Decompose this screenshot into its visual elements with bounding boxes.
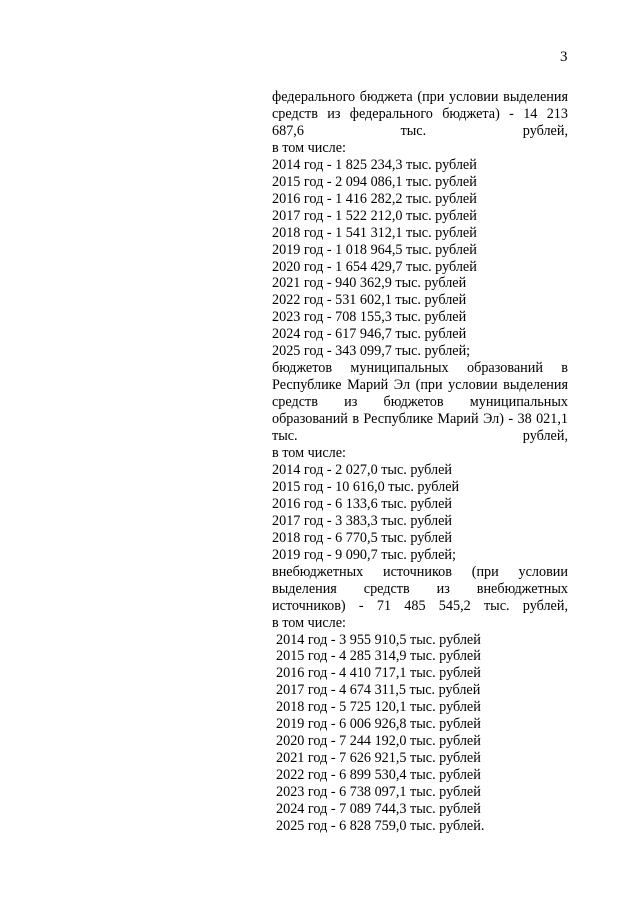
municipal-year-2019: 2019 год - 9 090,7 тыс. рублей; [272, 546, 456, 563]
extrabudgetary-in-total: в том числе: [272, 614, 346, 631]
municipal-year-2014: 2014 год - 2 027,0 тыс. рублей [272, 461, 452, 478]
federal-year-2014: 2014 год - 1 825 234,3 тыс. рублей [272, 156, 477, 173]
municipal-year-2017: 2017 год - 3 383,3 тыс. рублей [272, 512, 452, 529]
federal-section [272, 89, 568, 360]
municipal-in-total: в том числе: [272, 445, 346, 462]
federal-year-2018: 2018 год - 1 541 312,1 тыс. рублей [272, 224, 477, 241]
extrabudgetary-intro: внебюджетных источников (при условии выделения средств из внебюджетных источников) - 71 485 545,2 тыс. рублей, [272, 563, 568, 614]
extrabudgetary-year-2015: 2015 год - 4 285 314,9 тыс. рублей [276, 648, 481, 665]
federal-year-2021: 2021 год - 940 362,9 тыс. рублей [272, 275, 467, 292]
extrabudgetary-year-2020: 2020 год - 7 244 192,0 тыс. рублей [276, 733, 481, 750]
municipal-intro: бюджетов муниципальных образований в Республике Марий Эл (при условии выделения средств из бюджетов муниципальных образований в Республике Марий Эл) - 38 021,1 тыс. рублей, [272, 360, 568, 445]
federal-in-total: в том числе: [272, 139, 346, 156]
extrabudgetary-year-2022: 2022 год - 6 899 530,4 тыс. рублей [276, 767, 481, 784]
extrabudgetary-year-2014: 2014 год - 3 955 910,5 тыс. рублей [276, 631, 481, 648]
extrabudgetary-year-2017: 2017 год - 4 674 311,5 тыс. рублей [276, 682, 481, 699]
federal-year-2020: 2020 год - 1 654 429,7 тыс. рублей [272, 258, 477, 275]
extrabudgetary-section [272, 564, 568, 835]
extrabudgetary-year-2023: 2023 год - 6 738 097,1 тыс. рублей [276, 784, 481, 801]
federal-year-2017: 2017 год - 1 522 212,0 тыс. рублей [272, 207, 477, 224]
extrabudgetary-year-2019: 2019 год - 6 006 926,8 тыс. рублей [276, 716, 481, 733]
extrabudgetary-year-2018: 2018 год - 5 725 120,1 тыс. рублей [276, 699, 481, 716]
federal-year-2022: 2022 год - 531 602,1 тыс. рублей [272, 292, 467, 309]
federal-year-2019: 2019 год - 1 018 964,5 тыс. рублей [272, 241, 477, 258]
extrabudgetary-year-2016: 2016 год - 4 410 717,1 тыс. рублей [276, 665, 481, 682]
federal-year-2025: 2025 год - 343 099,7 тыс. рублей; [272, 343, 471, 360]
funding-text-block [272, 89, 568, 835]
municipal-year-2016: 2016 год - 6 133,6 тыс. рублей [272, 495, 452, 512]
extrabudgetary-year-2024: 2024 год - 7 089 744,3 тыс. рублей [276, 801, 481, 818]
federal-year-2015: 2015 год - 2 094 086,1 тыс. рублей [272, 173, 477, 190]
federal-year-2023: 2023 год - 708 155,3 тыс. рублей [272, 309, 467, 326]
extrabudgetary-year-2021: 2021 год - 7 626 921,5 тыс. рублей [276, 750, 481, 767]
federal-year-2024: 2024 год - 617 946,7 тыс. рублей [272, 326, 467, 343]
municipal-year-2018: 2018 год - 6 770,5 тыс. рублей [272, 529, 452, 546]
federal-year-2016: 2016 год - 1 416 282,2 тыс. рублей [272, 190, 477, 207]
municipal-section [272, 360, 568, 563]
page-number: 3 [560, 49, 568, 65]
federal-intro: федерального бюджета (при условии выделения средств из федерального бюджета) - 14 213 687,6 тыс. рублей, [272, 89, 568, 139]
extrabudgetary-year-2025: 2025 год - 6 828 759,0 тыс. рублей. [276, 817, 485, 834]
municipal-year-2015: 2015 год - 10 616,0 тыс. рублей [272, 478, 460, 495]
